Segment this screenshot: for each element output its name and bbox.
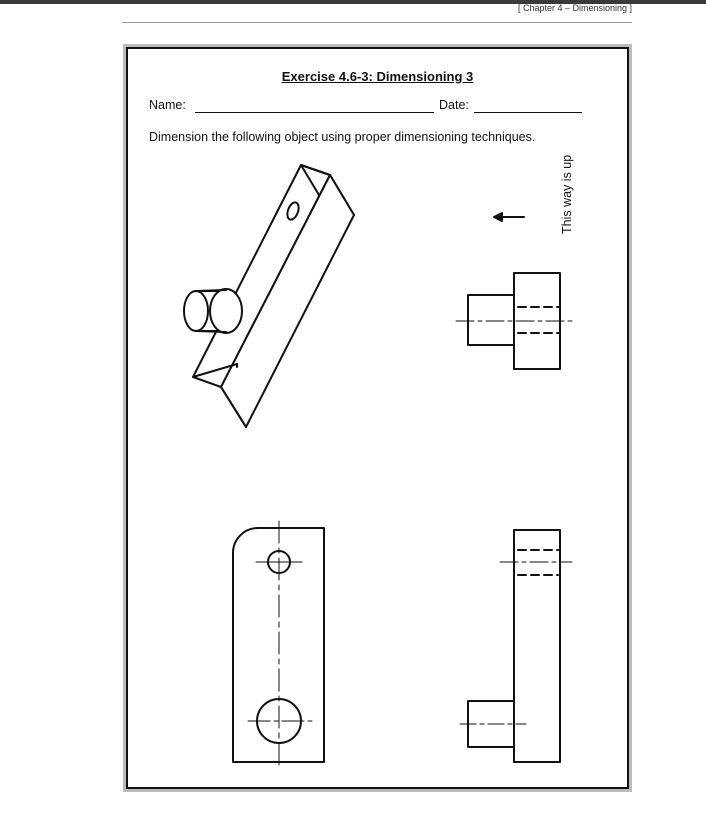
side-view-bottom bbox=[460, 530, 572, 762]
chapter-header: [ Chapter 4 – Dimensioning ] bbox=[517, 3, 632, 13]
front-view bbox=[233, 521, 324, 769]
isometric-view bbox=[184, 165, 354, 427]
exercise-sheet bbox=[126, 47, 629, 789]
instruction-text: Dimension the following object using proper dimensioning techniques. bbox=[149, 130, 536, 144]
name-label: Name: bbox=[149, 98, 186, 112]
header-rule bbox=[122, 22, 632, 23]
up-arrow-icon bbox=[494, 213, 524, 221]
orientation-note: This way is up bbox=[560, 154, 574, 234]
exercise-title: Exercise 4.6-3: Dimensioning 3 bbox=[281, 69, 474, 84]
date-label: Date: bbox=[439, 98, 469, 112]
exercise-sheet-frame bbox=[123, 44, 632, 792]
side-view-top bbox=[456, 273, 574, 369]
technical-drawing bbox=[128, 49, 627, 787]
